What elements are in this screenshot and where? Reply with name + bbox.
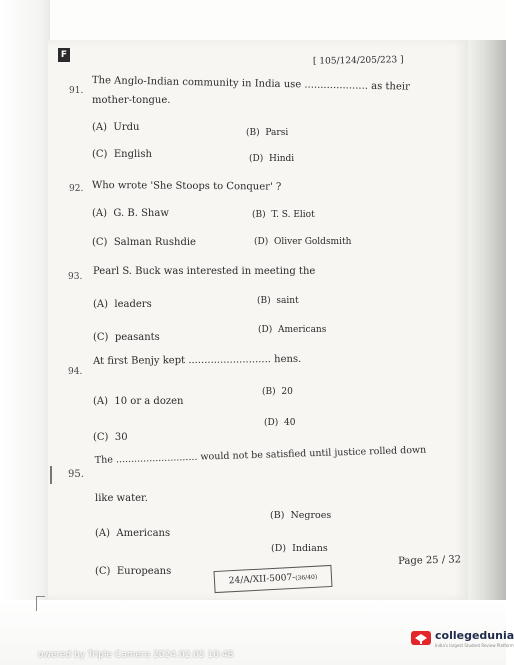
option-b: (B) Negroes xyxy=(270,510,332,521)
question-stem-continued: like water. xyxy=(95,493,148,504)
option-b: (B) 20 xyxy=(262,387,293,397)
option-a: (A) 10 or a dozen xyxy=(93,396,184,407)
option-b: (B) saint xyxy=(257,296,299,306)
option-c: (C) Salman Rushdie xyxy=(92,237,196,248)
option-d: (D) Americans xyxy=(258,325,327,335)
option-c: (C) English xyxy=(92,149,152,160)
question-number: 93. xyxy=(68,272,83,282)
option-a: (A) Americans xyxy=(95,528,171,539)
form-letter-badge: F xyxy=(58,48,70,62)
question-number: 91. xyxy=(69,86,84,96)
camera-timestamp: owered by Triple Camera 2024.02.05 10:48 xyxy=(38,650,234,660)
option-c: (C) peasants xyxy=(93,332,160,343)
fold-mark xyxy=(36,596,45,611)
option-a: (A) G. B. Shaw xyxy=(92,208,169,219)
logo-wordmark: collegedunia xyxy=(435,629,514,642)
left-margin xyxy=(0,0,50,665)
option-c: (C) 30 xyxy=(93,432,128,443)
option-b: (B) T. S. Eliot xyxy=(252,210,315,220)
question-number: 94. xyxy=(68,367,83,377)
margin-line xyxy=(50,466,52,484)
question-stem: Pearl S. Buck was interested in meeting the xyxy=(93,266,316,277)
question-stem: The Anglo-Indian community in India use .................... as their xyxy=(91,75,410,93)
option-c: (C) Europeans xyxy=(95,566,172,577)
option-a: (A) leaders xyxy=(93,299,152,310)
option-d: (D) 40 xyxy=(264,418,296,428)
option-d: (D) Hindi xyxy=(249,154,295,164)
question-stem: The ........................... would not be satisfied until justice rolled down xyxy=(94,444,427,466)
question-number: 95. xyxy=(68,469,84,480)
question-number: 92. xyxy=(69,184,84,194)
booklet-code-box: 24/A/XII-5007-(36/40) xyxy=(214,565,333,593)
logo-tagline: India's largest Student Review Platform xyxy=(435,643,514,648)
option-b: (B) Parsi xyxy=(246,128,289,138)
question-stem-continued: mother-tongue. xyxy=(92,95,171,106)
option-a: (A) Urdu xyxy=(92,122,140,133)
option-d: (D) Oliver Goldsmith xyxy=(254,237,352,247)
question-stem: At first Benjy kept .......................... hens. xyxy=(93,353,302,367)
page-number: Page 25 / 32 xyxy=(398,554,462,567)
collegedunia-logo-icon xyxy=(409,628,433,648)
option-d: (D) Indians xyxy=(271,543,328,554)
paper-code: [ 105/124/205/223 ] xyxy=(312,55,404,67)
right-margin-shadow xyxy=(466,40,506,600)
question-stem: Who wrote 'She Stoops to Conquer' ? xyxy=(91,180,282,193)
